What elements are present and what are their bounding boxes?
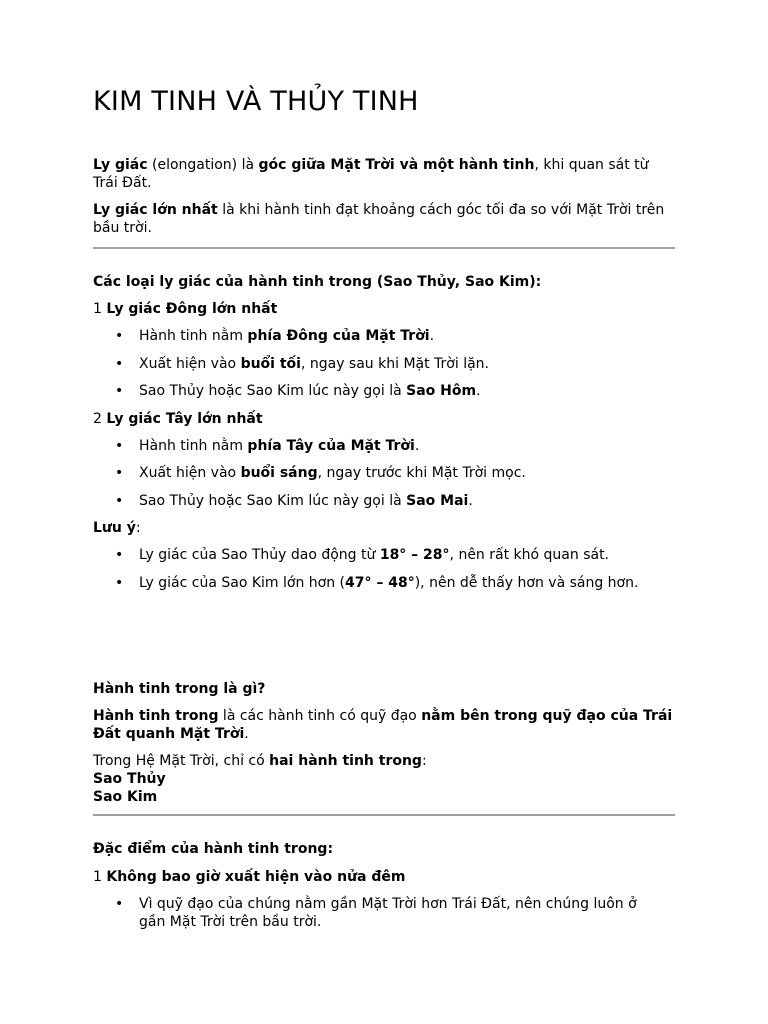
- item-number: 2: [93, 411, 107, 427]
- bullet-icon: •: [115, 328, 124, 344]
- text-span: Ly giác của Sao Kim lớn hơn (: [139, 575, 345, 591]
- list-item: [115, 492, 660, 510]
- divider: [93, 814, 675, 816]
- note-label: Lưu ý: [93, 520, 136, 536]
- list-item: [115, 895, 660, 931]
- text-span: .: [244, 726, 249, 742]
- bold-span: phía Tây của Mặt Trời: [247, 438, 415, 454]
- bullet-icon: •: [115, 547, 124, 563]
- text-span: Sao Thủy hoặc Sao Kim lúc này gọi là: [139, 493, 407, 509]
- bold-span: 47° – 48°: [345, 575, 415, 591]
- bold-span: hai hành tinh trong: [269, 753, 422, 769]
- text-span: .: [468, 493, 473, 509]
- bullet-icon: •: [115, 493, 124, 509]
- divider: [93, 247, 675, 249]
- intro-paragraph-max-elongation: [93, 201, 675, 237]
- list-item: [115, 574, 660, 592]
- section-heading-inner-planets: [93, 680, 675, 698]
- text-span: , khi quan sát từ Trái Đất.: [93, 157, 649, 191]
- text-span: .: [429, 328, 435, 344]
- subheading-label: Ly giác Đông lớn nhất: [106, 301, 278, 317]
- text-span: ), nên dễ thấy hơn và sáng hơn.: [414, 575, 639, 591]
- term-max-elongation: Ly giác lớn nhất: [93, 202, 218, 218]
- item-number: 1: [93, 301, 107, 317]
- text-span: Hành tinh nằm: [139, 438, 248, 454]
- subheading-never-midnight: [93, 868, 675, 886]
- text-span: (elongation) là: [147, 157, 259, 173]
- section-heading-types: [93, 273, 675, 291]
- list-item: [115, 437, 660, 455]
- item-number: 1: [93, 869, 107, 885]
- bold-span: Sao Mai: [406, 493, 469, 509]
- list-item: [115, 355, 660, 373]
- bold-span: Sao Hôm: [406, 383, 477, 399]
- section-heading-features: [93, 840, 675, 858]
- text-span: Trong Hệ Mặt Trời, chỉ có: [93, 753, 270, 769]
- bold-span: buổi sáng: [240, 465, 318, 481]
- bullet-icon: •: [115, 896, 124, 912]
- bullet-icon: •: [115, 465, 124, 481]
- inner-planet-list: [93, 752, 675, 806]
- text-span: , ngay trước khi Mặt Trời mọc.: [317, 465, 526, 481]
- bold-span: góc giữa Mặt Trời và một hành tinh: [258, 157, 535, 173]
- text-span: là khi hành tinh đạt khoảng cách góc tối đa so với Mặt Trời trên bầu trời.: [93, 202, 665, 236]
- heading-text: Các loại ly giác của hành tinh trong (Sao Thủy, Sao Kim):: [93, 274, 542, 290]
- planet-mercury: Sao Thủy: [93, 771, 166, 787]
- text-span: Xuất hiện vào: [139, 465, 241, 481]
- list-item: [115, 382, 660, 400]
- heading-text: Đặc điểm của hành tinh trong:: [93, 841, 334, 857]
- bold-span: phía Đông của Mặt Trời: [247, 328, 430, 344]
- list-item: [115, 327, 660, 345]
- term-elongation: Ly giác: [93, 157, 148, 173]
- text-span: , nên rất khó quan sát.: [449, 547, 610, 563]
- list-item-text: Vì quỹ đạo của chúng nằm gần Mặt Trời hơn Trái Đất, nên chúng luôn ở gần Mặt Trời trên bầu trời.: [139, 896, 637, 930]
- text-span: Xuất hiện vào: [139, 356, 241, 372]
- bold-span: Hành tinh trong: [93, 708, 219, 724]
- list-item: [115, 464, 660, 482]
- text-span: Sao Thủy hoặc Sao Kim lúc này gọi là: [139, 383, 407, 399]
- bold-span: buổi tối: [240, 356, 301, 372]
- text-span: .: [414, 438, 420, 454]
- bullet-icon: •: [115, 575, 124, 591]
- text-span: là các hành tinh có quỹ đạo: [218, 708, 422, 724]
- text-span: .: [476, 383, 481, 399]
- subheading-east-elongation: [93, 300, 675, 318]
- subheading-west-elongation: [93, 410, 675, 428]
- subheading-label: Không bao giờ xuất hiện vào nửa đêm: [106, 869, 406, 885]
- page-title: KIM TINH VÀ THỦY TINH: [93, 86, 419, 117]
- planet-venus: Sao Kim: [93, 789, 158, 805]
- bullet-icon: •: [115, 438, 124, 454]
- text-span: Hành tinh nằm: [139, 328, 248, 344]
- heading-text: Hành tinh trong là gì?: [93, 681, 266, 697]
- text-span: , ngay sau khi Mặt Trời lặn.: [300, 356, 489, 372]
- list-item: [115, 546, 660, 564]
- bullet-icon: •: [115, 356, 124, 372]
- text-span: Ly giác của Sao Thủy dao động từ: [139, 547, 380, 563]
- intro-paragraph-elongation: [93, 156, 675, 192]
- bullet-icon: •: [115, 383, 124, 399]
- inner-planet-definition: [93, 707, 675, 743]
- subheading-label: Ly giác Tây lớn nhất: [106, 411, 263, 427]
- note-heading: [93, 519, 675, 537]
- bold-span: nằm bên trong quỹ đạo của Trái Đất quanh Mặt Trời: [93, 708, 673, 742]
- bold-span: 18° – 28°: [379, 547, 450, 563]
- text-span: :: [421, 753, 427, 769]
- text-span: :: [135, 520, 141, 536]
